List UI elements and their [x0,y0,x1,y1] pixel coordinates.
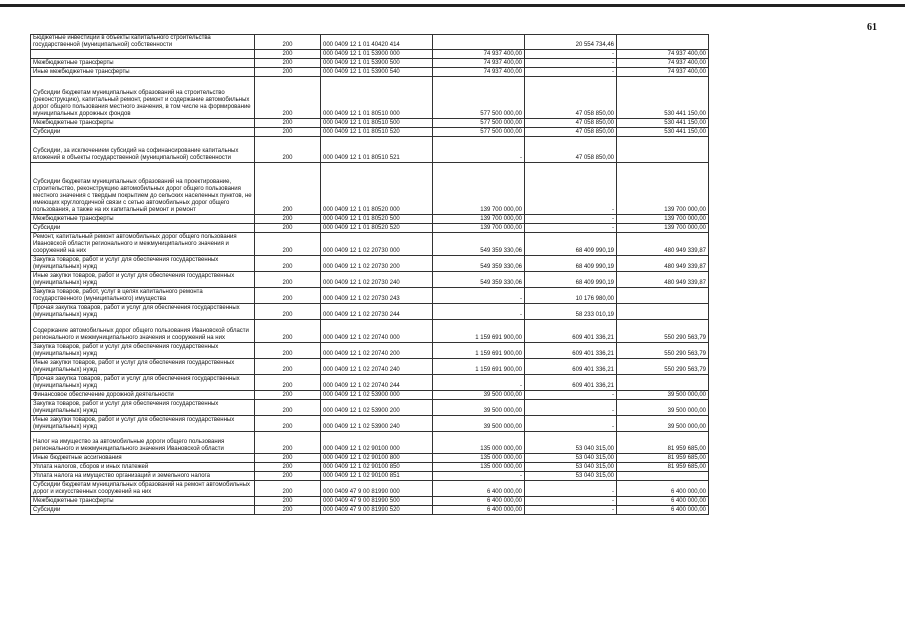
table-row [31,215,709,224]
row-assigned-cell [433,35,525,50]
row-name-cell: Субсидии, за исключением субсидий на софинансирование капитальных вложений в объекты государственной (муниципальной) собственности [31,137,255,163]
row-code-cell: 200 [255,343,321,359]
row-assigned-cell: 139 700 000,00 [433,215,525,224]
row-kbk-cell: 000 0409 12 1 02 20730 200 [321,256,433,272]
row-code-cell: 200 [255,68,321,77]
row-kbk-cell: 000 0409 12 1 01 80510 520 [321,128,433,137]
row-name-cell: Бюджетные инвестиции в объекты капитального строительства государственной (муниципальной) собственности [31,35,255,50]
row-executed-cell: - [525,400,617,416]
row-code-cell: 200 [255,233,321,256]
table-row [31,432,709,454]
row-code-cell: 200 [255,50,321,59]
table-row [31,119,709,128]
row-executed-cell: - [525,481,617,497]
table-row [31,233,709,256]
row-name-cell: Прочая закупка товаров, работ и услуг для обеспечения государственных (муниципальных) нужд [31,375,255,391]
table-row [31,320,709,343]
row-kbk-cell: 000 0409 12 1 02 53900 000 [321,391,433,400]
table-row [31,481,709,497]
row-executed-cell: 58 233 010,19 [525,304,617,320]
row-executed-cell: 609 401 336,21 [525,359,617,375]
row-assigned-cell: 577 500 000,00 [433,119,525,128]
row-executed-cell: - [525,59,617,68]
row-executed-cell: 609 401 336,21 [525,320,617,343]
row-executed-cell: 10 176 980,00 [525,288,617,304]
table-row [31,375,709,391]
table-row [31,77,709,119]
row-kbk-cell: 000 0409 12 1 01 80520 520 [321,224,433,233]
row-name-cell: Субсидии бюджетам муниципальных образований на ремонт автомобильных дорог и искусственных сооружений на них [31,481,255,497]
row-unexecuted-cell: 74 937 400,00 [617,68,709,77]
row-kbk-cell: 000 0409 12 1 02 20740 000 [321,320,433,343]
row-code-cell: 200 [255,481,321,497]
row-code-cell: 200 [255,77,321,119]
table-row [31,343,709,359]
row-kbk-cell: 000 0409 12 1 01 53900 000 [321,50,433,59]
row-kbk-cell: 000 0409 12 1 01 80520 000 [321,163,433,215]
row-code-cell: 200 [255,506,321,515]
row-name-cell: Субсидии [31,506,255,515]
row-name-cell: Иные межбюджетные трансферты [31,68,255,77]
row-assigned-cell: 74 937 400,00 [433,59,525,68]
row-unexecuted-cell [617,304,709,320]
row-unexecuted-cell [617,472,709,481]
row-kbk-cell: 000 0409 12 1 01 53900 540 [321,68,433,77]
row-executed-cell: - [525,497,617,506]
row-assigned-cell: 1 159 691 900,00 [433,343,525,359]
table-row [31,137,709,163]
table-row [31,59,709,68]
row-assigned-cell: 6 400 000,00 [433,506,525,515]
row-code-cell: 200 [255,497,321,506]
row-unexecuted-cell: 480 949 339,87 [617,272,709,288]
row-name-cell: Закупка товаров, работ, услуг в целях капитального ремонта государственного (муниципального) имущества [31,288,255,304]
row-unexecuted-cell: 39 500 000,00 [617,416,709,432]
row-kbk-cell: 000 0409 12 1 02 53900 200 [321,400,433,416]
row-assigned-cell: 135 000 000,00 [433,454,525,463]
row-unexecuted-cell [617,137,709,163]
row-code-cell: 200 [255,472,321,481]
table-row [31,256,709,272]
row-name-cell: Иные закупки товаров, работ и услуг для обеспечения государственных (муниципальных) нужд [31,272,255,288]
row-code-cell: 200 [255,288,321,304]
table-row [31,50,709,59]
table-row [31,497,709,506]
row-unexecuted-cell: 139 700 000,00 [617,224,709,233]
row-kbk-cell: 000 0409 12 1 02 53900 240 [321,416,433,432]
row-kbk-cell: 000 0409 47 9 00 81990 520 [321,506,433,515]
row-assigned-cell: 39 500 000,00 [433,416,525,432]
row-name-cell: Иные закупки товаров, работ и услуг для обеспечения государственных (муниципальных) нужд [31,416,255,432]
row-assigned-cell: 39 500 000,00 [433,391,525,400]
row-executed-cell: - [525,163,617,215]
row-assigned-cell: - [433,137,525,163]
row-code-cell: 200 [255,416,321,432]
row-kbk-cell: 000 0409 12 1 02 20730 243 [321,288,433,304]
row-assigned-cell: 1 159 691 900,00 [433,359,525,375]
table-row [31,128,709,137]
row-unexecuted-cell: 530 441 150,00 [617,77,709,119]
row-unexecuted-cell: 6 400 000,00 [617,506,709,515]
page-number: 61 [867,22,877,33]
table-row [31,391,709,400]
row-kbk-cell: 000 0409 12 1 02 90100 851 [321,472,433,481]
row-assigned-cell: 6 400 000,00 [433,497,525,506]
row-executed-cell: 68 409 990,19 [525,233,617,256]
row-unexecuted-cell: 530 441 150,00 [617,128,709,137]
row-executed-cell: - [525,506,617,515]
row-kbk-cell: 000 0409 12 1 01 80510 500 [321,119,433,128]
row-unexecuted-cell: 81 959 685,00 [617,454,709,463]
row-kbk-cell: 000 0409 12 1 01 80510 000 [321,77,433,119]
row-code-cell: 200 [255,375,321,391]
top-border-line [0,4,905,7]
row-code-cell: 200 [255,163,321,215]
row-kbk-cell: 000 0409 12 1 02 90100 850 [321,463,433,472]
table-row [31,506,709,515]
row-code-cell: 200 [255,454,321,463]
row-kbk-cell: 000 0409 12 1 02 90100 000 [321,432,433,454]
row-code-cell: 200 [255,304,321,320]
row-unexecuted-cell [617,35,709,50]
row-name-cell: Уплата налога на имущество организаций и земельного налога [31,472,255,481]
row-executed-cell: - [525,416,617,432]
row-name-cell: Субсидии бюджетам муниципальных образований на строительство (реконструкцию), капитальный ремонт, ремонт и содержание автомобильных дорог общего пользования местного значения, в том числе на формирование муниципальных дорожных фондов [31,77,255,119]
row-assigned-cell: 39 500 000,00 [433,400,525,416]
row-assigned-cell: 139 700 000,00 [433,224,525,233]
row-unexecuted-cell: 480 949 339,87 [617,233,709,256]
row-name-cell: Ремонт, капитальный ремонт автомобильных дорог общего пользования Ивановской области регионального и межмуниципального значения и сооружений на них [31,233,255,256]
row-code-cell: 200 [255,35,321,50]
row-unexecuted-cell: 139 700 000,00 [617,215,709,224]
row-name-cell: Иные закупки товаров, работ и услуг для обеспечения государственных (муниципальных) нужд [31,359,255,375]
row-assigned-cell: 135 000 000,00 [433,463,525,472]
row-unexecuted-cell: 39 500 000,00 [617,391,709,400]
row-executed-cell: 47 058 850,00 [525,119,617,128]
row-executed-cell: 47 058 850,00 [525,128,617,137]
row-assigned-cell: - [433,288,525,304]
table-row [31,35,709,50]
table-row [31,416,709,432]
row-kbk-cell: 000 0409 12 1 02 20740 240 [321,359,433,375]
row-assigned-cell: - [433,472,525,481]
row-unexecuted-cell: 74 937 400,00 [617,59,709,68]
row-assigned-cell: - [433,304,525,320]
row-kbk-cell: 000 0409 47 9 00 81990 000 [321,481,433,497]
row-name-cell: Межбюджетные трансферты [31,59,255,68]
row-code-cell: 200 [255,272,321,288]
table-row [31,400,709,416]
row-name-cell: Закупка товаров, работ и услуг для обеспечения государственных (муниципальных) нужд [31,400,255,416]
row-assigned-cell: 74 937 400,00 [433,68,525,77]
row-code-cell: 200 [255,400,321,416]
row-name-cell [31,50,255,59]
row-assigned-cell: 577 500 000,00 [433,77,525,119]
row-unexecuted-cell: 6 400 000,00 [617,497,709,506]
row-kbk-cell: 000 0409 12 1 02 90100 800 [321,454,433,463]
row-name-cell: Закупка товаров, работ и услуг для обеспечения государственных (муниципальных) нужд [31,343,255,359]
row-unexecuted-cell [617,288,709,304]
row-name-cell: Иные бюджетные ассигнования [31,454,255,463]
row-kbk-cell: 000 0409 12 1 02 20730 000 [321,233,433,256]
row-unexecuted-cell: 550 290 563,79 [617,343,709,359]
table-row [31,224,709,233]
row-assigned-cell: 577 500 000,00 [433,128,525,137]
row-unexecuted-cell: 139 700 000,00 [617,163,709,215]
row-kbk-cell: 000 0409 12 1 02 20740 200 [321,343,433,359]
row-code-cell: 200 [255,128,321,137]
row-code-cell: 200 [255,432,321,454]
row-kbk-cell: 000 0409 12 1 01 80520 500 [321,215,433,224]
row-executed-cell: 68 409 990,19 [525,272,617,288]
row-assigned-cell: 549 359 330,06 [433,256,525,272]
row-name-cell: Субсидии [31,224,255,233]
row-executed-cell: 68 409 990,19 [525,256,617,272]
row-code-cell: 200 [255,59,321,68]
row-unexecuted-cell: 550 290 563,79 [617,320,709,343]
row-kbk-cell: 000 0409 12 1 01 40420 414 [321,35,433,50]
table-row [31,454,709,463]
row-executed-cell: - [525,224,617,233]
row-name-cell: Финансовое обеспечение дорожной деятельности [31,391,255,400]
row-code-cell: 200 [255,215,321,224]
row-assigned-cell: 139 700 000,00 [433,163,525,215]
row-assigned-cell: 135 000 000,00 [433,432,525,454]
budget-table-body [31,35,709,515]
row-executed-cell: 53 040 315,00 [525,463,617,472]
row-code-cell: 200 [255,359,321,375]
row-executed-cell: 53 040 315,00 [525,472,617,481]
row-name-cell: Уплата налогов, сборов и иных платежей [31,463,255,472]
row-name-cell: Налог на имущество за автомобильные дороги общего пользования регионального и межмуниципального значения Ивановской области [31,432,255,454]
row-executed-cell: - [525,68,617,77]
row-kbk-cell: 000 0409 12 1 02 20740 244 [321,375,433,391]
row-name-cell: Межбюджетные трансферты [31,119,255,128]
budget-table [30,34,709,515]
row-assigned-cell: - [433,375,525,391]
row-executed-cell: - [525,215,617,224]
row-executed-cell: 47 058 850,00 [525,77,617,119]
row-assigned-cell: 549 359 330,06 [433,272,525,288]
table-row [31,272,709,288]
row-unexecuted-cell [617,375,709,391]
row-name-cell: Субсидии бюджетам муниципальных образований на проектирование, строительство, реконструкцию автомобильных дорог общего пользования местного значения с твердым покрытием до сельских населенных пунктов, не имеющих круглогодичной связи с сетью автомобильных дорог общего пользования, а также на их капитальный ремонт и ремонт [31,163,255,215]
row-name-cell: Межбюджетные трансферты [31,215,255,224]
row-executed-cell: - [525,50,617,59]
row-name-cell: Межбюджетные трансферты [31,497,255,506]
row-code-cell: 200 [255,137,321,163]
row-kbk-cell: 000 0409 12 1 02 20730 244 [321,304,433,320]
table-row [31,463,709,472]
row-executed-cell: 53 040 315,00 [525,454,617,463]
table-row [31,68,709,77]
row-executed-cell: - [525,391,617,400]
row-name-cell: Закупка товаров, работ и услуг для обеспечения государственных (муниципальных) нужд [31,256,255,272]
row-unexecuted-cell: 81 959 685,00 [617,432,709,454]
row-name-cell: Субсидии [31,128,255,137]
table-row [31,359,709,375]
row-assigned-cell: 1 159 691 900,00 [433,320,525,343]
row-executed-cell: 53 040 315,00 [525,432,617,454]
row-assigned-cell: 6 400 000,00 [433,481,525,497]
row-kbk-cell: 000 0409 47 9 00 81990 500 [321,497,433,506]
row-kbk-cell: 000 0409 12 1 01 80510 521 [321,137,433,163]
row-unexecuted-cell: 74 937 400,00 [617,50,709,59]
row-unexecuted-cell: 530 441 150,00 [617,119,709,128]
row-code-cell: 200 [255,119,321,128]
row-unexecuted-cell: 480 949 339,87 [617,256,709,272]
row-kbk-cell: 000 0409 12 1 02 20730 240 [321,272,433,288]
row-name-cell: Содержание автомобильных дорог общего пользования Ивановской области регионального и межмуниципального значения и сооружений на них [31,320,255,343]
row-code-cell: 200 [255,256,321,272]
row-assigned-cell: 549 359 330,06 [433,233,525,256]
row-executed-cell: 20 554 734,46 [525,35,617,50]
table-row [31,472,709,481]
row-executed-cell: 609 401 336,21 [525,343,617,359]
table-row [31,304,709,320]
row-unexecuted-cell: 550 290 563,79 [617,359,709,375]
row-assigned-cell: 74 937 400,00 [433,50,525,59]
row-unexecuted-cell: 6 400 000,00 [617,481,709,497]
row-executed-cell: 47 058 850,00 [525,137,617,163]
row-kbk-cell: 000 0409 12 1 01 53900 500 [321,59,433,68]
row-unexecuted-cell: 81 959 685,00 [617,463,709,472]
row-code-cell: 200 [255,224,321,233]
table-row [31,288,709,304]
table-row [31,163,709,215]
row-executed-cell: 609 401 336,21 [525,375,617,391]
row-code-cell: 200 [255,463,321,472]
row-code-cell: 200 [255,391,321,400]
row-unexecuted-cell: 39 500 000,00 [617,400,709,416]
row-code-cell: 200 [255,320,321,343]
row-name-cell: Прочая закупка товаров, работ и услуг для обеспечения государственных (муниципальных) нужд [31,304,255,320]
